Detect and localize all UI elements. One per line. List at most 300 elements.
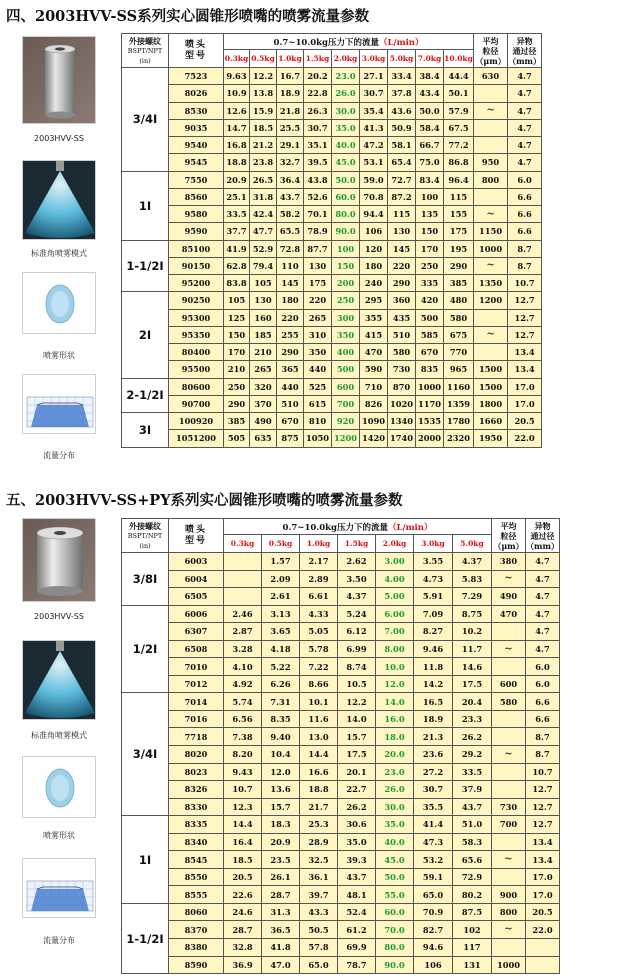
header-thread [122, 519, 169, 553]
model-cell: 9540 [169, 137, 224, 154]
model-cell: 8023 [169, 763, 224, 781]
free-passage-cell: 4.7 [526, 640, 560, 658]
flow-cell: 59.0 [360, 171, 388, 188]
flow-cell: 10.4 [262, 746, 300, 764]
droplet-size-cell [474, 85, 508, 102]
flow-cell: 290 [224, 395, 250, 412]
flow-cell: 20.4 [453, 693, 492, 711]
flow-cell: 15.7 [262, 798, 300, 816]
model-cell: 8370 [169, 921, 224, 939]
flow-cell: 36.9 [224, 956, 262, 974]
header-droplet-size: 平均 粒径 （μm） [493, 520, 524, 551]
flow-cell: 1340 [388, 413, 416, 430]
flow-cell: 35.0 [376, 816, 414, 834]
flow-cell: 1170 [416, 395, 444, 412]
flow-cell: 26.3 [304, 102, 332, 119]
header-flow-title: 0.7~10.0kg压力下的流量 [282, 522, 388, 533]
flow-cell: 61.2 [338, 921, 376, 939]
flow-cell: 65.5 [277, 223, 304, 240]
droplet-size-cell: 1500 [474, 378, 508, 395]
flow-cell: 30.7 [414, 781, 453, 799]
flow-cell: 79.4 [250, 257, 277, 274]
free-passage-cell: 13.4 [508, 344, 542, 361]
flow-cell: 180 [360, 257, 388, 274]
model-cell: 95200 [169, 275, 224, 292]
free-passage-cell: 6.0 [526, 675, 560, 693]
flow-cell: 20.0 [376, 746, 414, 764]
flow-cell: 80.0 [332, 206, 360, 223]
flow-cell: 32.5 [300, 851, 338, 869]
flow-cell: 4.92 [224, 675, 262, 693]
flow-cell: 47.0 [262, 956, 300, 974]
flow-cell: 41.3 [360, 119, 388, 136]
header-pressure: 0.5kg [262, 535, 300, 553]
flow-cell: 43.7 [277, 188, 304, 205]
flow-cell: 185 [250, 326, 277, 343]
flow-cell: 23.6 [414, 746, 453, 764]
header-flow-unit: （L/min） [379, 37, 424, 48]
model-cell: 8380 [169, 939, 224, 957]
flow-cell: 83.4 [416, 171, 444, 188]
flow-cell: 155 [444, 206, 474, 223]
flow-cell: 106 [360, 223, 388, 240]
table-row [122, 430, 542, 447]
flow-cell: 4.18 [262, 640, 300, 658]
flow-table-section-4 [121, 33, 542, 448]
flow-cell: 26.2 [338, 798, 376, 816]
flow-cell: 210 [224, 361, 250, 378]
flow-cell: 50.1 [444, 85, 474, 102]
flow-cell: 70.9 [414, 903, 453, 921]
flow-cell: 920 [332, 413, 360, 430]
flow-cell: 32.7 [277, 154, 304, 171]
model-cell: 6508 [169, 640, 224, 658]
flow-cell: 7.09 [414, 605, 453, 623]
flow-cell: 39.3 [338, 851, 376, 869]
model-cell: 1051200 [169, 430, 224, 447]
flow-cell: 400 [332, 344, 360, 361]
flow-cell: 195 [444, 240, 474, 257]
flow-cell [224, 553, 262, 571]
model-cell: 6006 [169, 605, 224, 623]
flow-cell: 160 [250, 309, 277, 326]
thread-size-cell: 1I [122, 171, 169, 240]
header-thread [122, 34, 169, 68]
table-row [122, 640, 560, 658]
flow-cell: 86.8 [444, 154, 474, 171]
table-row [122, 570, 560, 588]
droplet-size-cell [492, 939, 526, 957]
flow-cell: 65.6 [453, 851, 492, 869]
flow-cell: 490 [250, 413, 277, 430]
table-row [122, 344, 542, 361]
free-passage-cell: 13.4 [526, 851, 560, 869]
flow-cell: 255 [277, 326, 304, 343]
flow-cell: 102 [453, 921, 492, 939]
model-cell: 8590 [169, 956, 224, 974]
free-passage-cell: 17.0 [526, 868, 560, 886]
flow-cell: 2.17 [300, 553, 338, 571]
table-row [122, 816, 560, 834]
flow-cell: 826 [360, 395, 388, 412]
flow-cell: 15.9 [250, 102, 277, 119]
flow-cell: 11.8 [414, 658, 453, 676]
free-passage-cell: 4.7 [508, 154, 542, 171]
flow-cell: 28.7 [262, 886, 300, 904]
droplet-size-cell: 1150 [474, 223, 508, 240]
flow-cell: 2000 [416, 430, 444, 447]
flow-cell: 355 [360, 309, 388, 326]
free-passage-cell: 17.0 [508, 395, 542, 412]
flow-cell: 20.9 [224, 171, 250, 188]
free-passage-cell: 8.7 [526, 746, 560, 764]
flow-cell: 13.0 [300, 728, 338, 746]
model-cell: 80400 [169, 344, 224, 361]
flow-cell: 30.0 [332, 102, 360, 119]
droplet-size-cell: ~ [474, 102, 508, 119]
flow-cell: 4.33 [300, 605, 338, 623]
free-passage-cell: 4.7 [526, 605, 560, 623]
droplet-size-cell [474, 119, 508, 136]
flow-cell: 33.5 [453, 763, 492, 781]
flow-cell: 145 [277, 275, 304, 292]
flow-cell: 810 [304, 413, 332, 430]
header-pressure: 2.0kg [376, 535, 414, 553]
model-cell: 7012 [169, 675, 224, 693]
flow-cell: 37.7 [224, 223, 250, 240]
header-thread-unit: (in) [139, 541, 151, 550]
flow-cell: 131 [453, 956, 492, 974]
model-cell: 95350 [169, 326, 224, 343]
flow-cell: 12.6 [224, 102, 250, 119]
free-passage-cell: 4.7 [526, 570, 560, 588]
thread-size-cell: 3I [122, 413, 169, 448]
flow-cell: 37.8 [388, 85, 416, 102]
flow-cell: 10.1 [300, 693, 338, 711]
free-passage-cell: 4.7 [526, 588, 560, 606]
flow-cell: 115 [444, 188, 474, 205]
flow-cell: 47.7 [250, 223, 277, 240]
flow-cell: 320 [250, 378, 277, 395]
flow-cell: 10.7 [224, 781, 262, 799]
flow-cell: 10.2 [453, 623, 492, 641]
flow-cell: 300 [332, 309, 360, 326]
flow-cell: 12.0 [376, 675, 414, 693]
header-pressure: 0.5kg [250, 50, 277, 68]
flow-cell: 100 [416, 188, 444, 205]
free-passage-cell: 13.4 [526, 833, 560, 851]
flow-cell: 36.1 [300, 868, 338, 886]
droplet-size-cell: 630 [474, 68, 508, 85]
flow-cell: 40.0 [332, 137, 360, 154]
flow-cell: 145 [388, 240, 416, 257]
flow-cell: 130 [388, 223, 416, 240]
flow-cell: 3.50 [338, 570, 376, 588]
flow-cell: 4.37 [338, 588, 376, 606]
flow-cell: 26.5 [250, 171, 277, 188]
flow-cell: 1050 [304, 430, 332, 447]
flow-cell: 53.1 [360, 154, 388, 171]
model-cell: 8530 [169, 102, 224, 119]
flow-cell: 43.3 [300, 903, 338, 921]
flow-cell: 115 [388, 206, 416, 223]
flow-cell: 45.0 [376, 851, 414, 869]
flow-cell: 58.2 [277, 206, 304, 223]
model-cell: 6505 [169, 588, 224, 606]
droplet-size-cell: 580 [492, 693, 526, 711]
flow-cell: 36.5 [262, 921, 300, 939]
flow-cell: 57.8 [300, 939, 338, 957]
flow-cell: 38.4 [416, 68, 444, 85]
flow-cell: 10.0 [376, 658, 414, 676]
droplet-size-cell [474, 344, 508, 361]
flow-cell: 180 [277, 292, 304, 309]
flow-cell: 20.9 [262, 833, 300, 851]
table-row [122, 693, 560, 711]
free-passage-cell: 4.7 [508, 137, 542, 154]
model-cell: 8330 [169, 798, 224, 816]
flow-cell: 18.5 [224, 851, 262, 869]
flow-cell: 10.9 [224, 85, 250, 102]
header-pressure: 10.0kg [444, 50, 474, 68]
flow-cell: 15.7 [338, 728, 376, 746]
model-cell: 6003 [169, 553, 224, 571]
flow-cell: 18.9 [414, 710, 453, 728]
flow-cell: 615 [304, 395, 332, 412]
flow-cell: 8.66 [300, 675, 338, 693]
flow-cell: 82.7 [414, 921, 453, 939]
droplet-size-cell: ~ [474, 206, 508, 223]
flow-cell: 480 [444, 292, 474, 309]
flow-cell: 18.8 [224, 154, 250, 171]
flow-table-section-5 [121, 518, 560, 974]
droplet-size-cell [492, 763, 526, 781]
model-cell: 8340 [169, 833, 224, 851]
flow-cell: 1020 [388, 395, 416, 412]
table-row [122, 188, 542, 205]
flow-cell: 875 [277, 430, 304, 447]
flow-cell: 265 [250, 361, 277, 378]
flow-cell: 110 [277, 257, 304, 274]
header-thread-standard: BSPT/NPT [127, 46, 163, 55]
flow-cell: 8.74 [338, 658, 376, 676]
table-row [122, 886, 560, 904]
flow-cell: 43.4 [416, 85, 444, 102]
model-cell: 9590 [169, 223, 224, 240]
free-passage-cell: 4.7 [508, 68, 542, 85]
flow-cell: 120 [360, 240, 388, 257]
flow-cell: 16.6 [300, 763, 338, 781]
flow-cell: 730 [388, 361, 416, 378]
table-row [122, 833, 560, 851]
table-row [122, 102, 542, 119]
header-pressure: 7.0kg [416, 50, 444, 68]
flow-cell: 8.75 [453, 605, 492, 623]
flow-cell: 14.0 [338, 710, 376, 728]
header-thread-title: 外接螺纹 [129, 35, 161, 46]
flow-cell: 770 [444, 344, 474, 361]
flow-cell: 43.7 [453, 798, 492, 816]
thread-size-cell: 3/4I [122, 693, 169, 816]
flow-cell: 360 [388, 292, 416, 309]
section-title-4: 四、2003HVV-SS系列实心圆锥形喷嘴的喷雾流量参数 [6, 8, 370, 25]
flow-cell: 700 [332, 395, 360, 412]
flow-cell: 52.9 [250, 240, 277, 257]
flow-cell: 3.55 [414, 553, 453, 571]
free-passage-cell: 6.0 [508, 171, 542, 188]
header-free-passage: 异物 通过径 （mm） [526, 520, 559, 551]
flow-cell: 14.6 [453, 658, 492, 676]
flow-cell: 41.9 [224, 240, 250, 257]
free-passage-cell: 6.6 [508, 223, 542, 240]
model-cell: 100920 [169, 413, 224, 430]
flow-cell: 26.2 [453, 728, 492, 746]
free-passage-cell: 8.7 [526, 728, 560, 746]
flow-cell: 2.61 [262, 588, 300, 606]
flow-cell: 100 [332, 240, 360, 257]
droplet-size-cell [492, 728, 526, 746]
table-row [122, 413, 542, 430]
flow-cell: 6.61 [300, 588, 338, 606]
flow-cell: 52.4 [338, 903, 376, 921]
flow-cell: 50.0 [376, 868, 414, 886]
model-cell: 7010 [169, 658, 224, 676]
flow-cell: 1090 [360, 413, 388, 430]
flow-cell: 370 [250, 395, 277, 412]
flow-cell: 12.3 [224, 798, 262, 816]
flow-cell: 60.0 [376, 903, 414, 921]
model-cell: 7016 [169, 710, 224, 728]
flow-cell: 835 [416, 361, 444, 378]
flow-cell: 510 [277, 395, 304, 412]
flow-cell: 20.5 [224, 868, 262, 886]
droplet-size-cell: ~ [492, 921, 526, 939]
flow-cell: 2.46 [224, 605, 262, 623]
flow-cell: 200 [332, 275, 360, 292]
flow-cell: 26.0 [332, 85, 360, 102]
flow-cell: 70.1 [304, 206, 332, 223]
free-passage-cell: 6.6 [526, 693, 560, 711]
flow-cell: 33.5 [224, 206, 250, 223]
flow-cell: 35.4 [360, 102, 388, 119]
table-row [122, 658, 560, 676]
free-passage-cell: 8.7 [508, 240, 542, 257]
model-cell: 90150 [169, 257, 224, 274]
flow-cell: 23.0 [332, 68, 360, 85]
header-free-passage: 异物 通过径 （mm） [508, 35, 542, 66]
model-cell: 8555 [169, 886, 224, 904]
flow-cell: 17.5 [453, 675, 492, 693]
flow-cell: 1780 [444, 413, 474, 430]
header-flow [224, 519, 492, 535]
flow-cell: 250 [332, 292, 360, 309]
model-cell: 80600 [169, 378, 224, 395]
flow-cell: 420 [416, 292, 444, 309]
flow-cell: 58.3 [453, 833, 492, 851]
flow-cell: 385 [224, 413, 250, 430]
flow-cell: 170 [416, 240, 444, 257]
flow-cell: 42.4 [250, 206, 277, 223]
flow-cell: 290 [388, 275, 416, 292]
droplet-size-cell [492, 781, 526, 799]
model-cell: 9035 [169, 119, 224, 136]
flow-cell: 21.8 [277, 102, 304, 119]
free-passage-cell: 10.7 [508, 275, 542, 292]
flow-cell: 70.0 [376, 921, 414, 939]
model-cell: 8560 [169, 188, 224, 205]
flow-cell: 55.0 [376, 886, 414, 904]
flow-cell: 335 [416, 275, 444, 292]
flow-cell: 9.63 [224, 68, 250, 85]
flow-cell: 14.4 [300, 746, 338, 764]
flow-cell: 78.9 [304, 223, 332, 240]
flow-cell: 90.0 [376, 956, 414, 974]
flow-cell: 1160 [444, 378, 474, 395]
flow-cell: 170 [224, 344, 250, 361]
flow-cell: 23.5 [262, 851, 300, 869]
flow-cell: 1535 [416, 413, 444, 430]
droplet-size-cell: 470 [492, 605, 526, 623]
flow-cell: 2.87 [224, 623, 262, 641]
droplet-size-cell: 800 [492, 903, 526, 921]
flow-cell: 87.7 [304, 240, 332, 257]
flow-cell: 16.5 [414, 693, 453, 711]
droplet-size-cell [492, 868, 526, 886]
flow-cell: 83.8 [224, 275, 250, 292]
flow-cell: 65.4 [388, 154, 416, 171]
flow-cell: 23.0 [376, 763, 414, 781]
flow-cell: 240 [360, 275, 388, 292]
table-row [122, 553, 560, 571]
free-passage-cell: 4.7 [508, 102, 542, 119]
flow-cell: 21.2 [250, 137, 277, 154]
flow-cell: 50.0 [416, 102, 444, 119]
flow-cell: 11.6 [300, 710, 338, 728]
thread-size-cell: 3/4I [122, 68, 169, 172]
flow-cell: 4.37 [453, 553, 492, 571]
free-passage-cell [526, 939, 560, 957]
droplet-size-cell: 730 [492, 798, 526, 816]
flow-cell: 350 [332, 326, 360, 343]
free-passage-cell: 12.7 [508, 309, 542, 326]
flow-cell: 40.0 [376, 833, 414, 851]
flow-cell: 14.4 [224, 816, 262, 834]
flow-cell: 585 [416, 326, 444, 343]
flow-cell: 94.4 [360, 206, 388, 223]
droplet-size-cell [492, 710, 526, 728]
flow-cell: 52.6 [304, 188, 332, 205]
flow-cell: 48.1 [338, 886, 376, 904]
droplet-size-cell: 950 [474, 154, 508, 171]
header-thread-unit: (in) [139, 56, 151, 65]
flow-cell: 44.4 [444, 68, 474, 85]
flow-cell: 5.24 [338, 605, 376, 623]
flow-cell: 470 [360, 344, 388, 361]
table-row [122, 292, 542, 309]
header-pressure: 0.3kg [224, 535, 262, 553]
header-pressure: 1.5kg [304, 50, 332, 68]
droplet-size-cell: 1200 [474, 292, 508, 309]
flow-cell: 580 [444, 309, 474, 326]
flow-cell: 350 [304, 344, 332, 361]
table-row [122, 851, 560, 869]
flow-cell: 635 [250, 430, 277, 447]
flow-cell: 675 [444, 326, 474, 343]
flow-cell: 965 [444, 361, 474, 378]
flow-cell: 150 [416, 223, 444, 240]
flow-cell: 4.73 [414, 570, 453, 588]
flow-cell: 72.7 [388, 171, 416, 188]
